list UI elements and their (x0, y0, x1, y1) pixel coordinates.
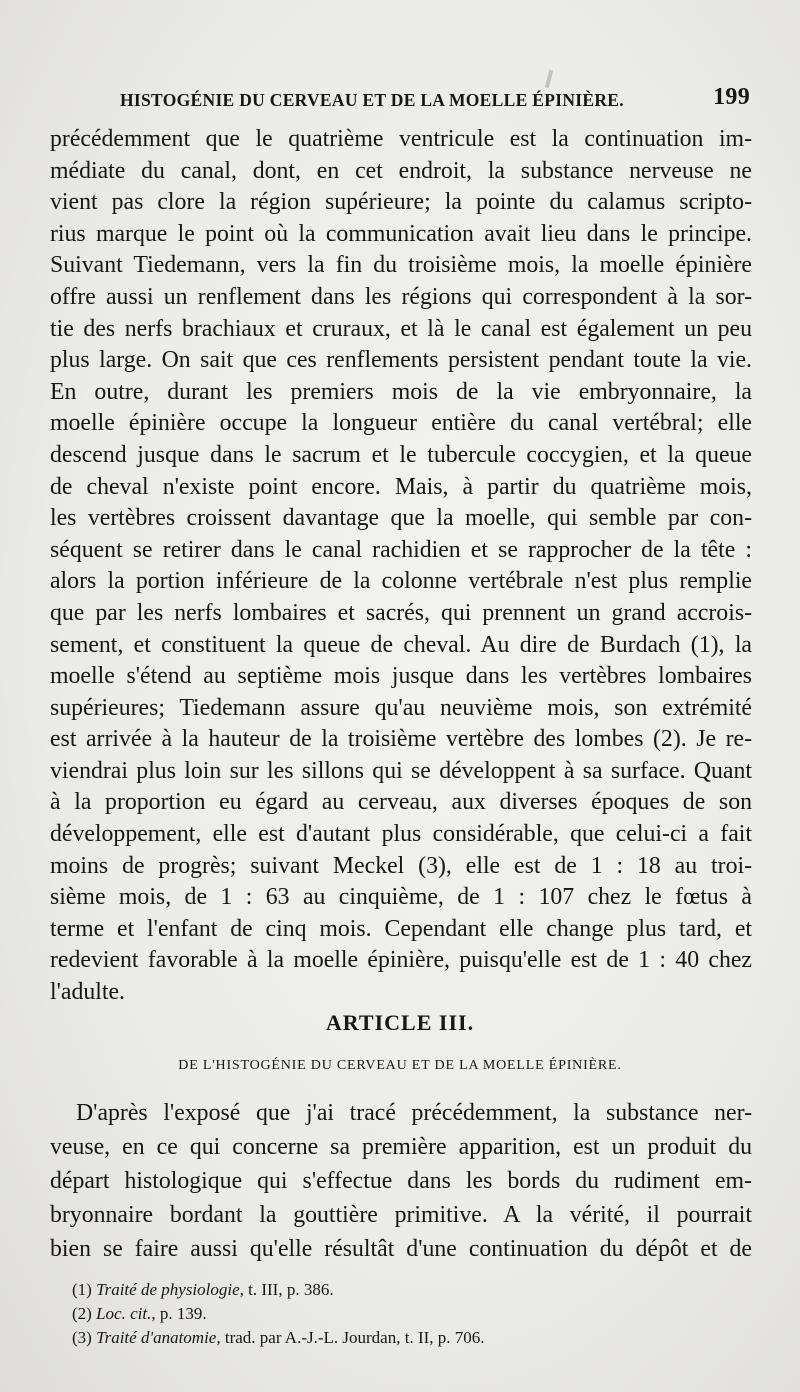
footnote-title: Loc. cit. (96, 1304, 152, 1323)
text-line: précédemment que le quatrième ventricule est la continuation im- (50, 126, 752, 152)
footnote-title: Traité de physiologie (96, 1280, 240, 1299)
text-line: plus large. On sait que ces renflements persistent pendant toute la vie. (50, 347, 752, 374)
text-line: terme et l'enfant de cinq mois. Cependant elle change plus tard, et (50, 915, 752, 942)
text-line: les vertèbres croissent davantage que la moelle, qui semble par con- (50, 505, 752, 532)
paragraph-main (50, 124, 752, 1009)
text-line: supérieures; Tiedemann assure qu'au neuvième mois, son extrémité (50, 694, 752, 721)
text-line: tie des nerfs brachiaux et cruraux, et là le canal est également un peu (50, 315, 752, 342)
text-line: à la proportion eu égard au cerveau, aux diverses époques de son (50, 789, 752, 816)
text-line: moelle épinière occupe la longueur entière du canal vertébral; elle (50, 410, 752, 437)
text-line: D'après l'exposé que j'ai tracé précédemment, la substance ner- (76, 1100, 752, 1126)
text-line: moelle s'étend au septième mois jusque dans les vertèbres lombaires (50, 663, 752, 690)
text-line: descend jusque dans le sacrum et le tubercule coccygien, et la queue (50, 441, 752, 468)
footnote-title: Traité d'anatomie (96, 1328, 217, 1347)
footnotes (72, 1278, 485, 1350)
text-line: veuse, en ce qui concerne sa première apparition, est un produit du (50, 1134, 752, 1160)
running-head (120, 84, 750, 114)
text-line: sième mois, de 1 : 63 au cinquième, de 1 : 107 chez le fœtus à (50, 884, 752, 911)
footnote-reference: , p. 139. (151, 1304, 207, 1323)
footnote (72, 1278, 485, 1302)
text-line: offre aussi un renflement dans les régions qui correspondent à la sor- (50, 283, 752, 310)
text-line: alors la portion inférieure de la colonne vertébrale n'est plus remplie (50, 568, 752, 595)
page-number: 199 (713, 84, 750, 110)
footnote-marker: (3) (72, 1328, 92, 1347)
footnote-reference: , t. III, p. 386. (239, 1280, 334, 1299)
article-heading: ARTICLE III. (325, 1010, 475, 1035)
text-line: redevient favorable à la moelle épinière, puisqu'elle est de 1 : 40 chez (50, 947, 752, 974)
text-line: Suivant Tiedemann, vers la fin du troisième mois, la moelle épinière (50, 252, 752, 279)
text-line: de cheval n'existe point encore. Mais, à partir du quatrième mois, (50, 473, 752, 500)
footnote-marker: (1) (72, 1280, 92, 1299)
footnote-marker: (2) (72, 1304, 92, 1323)
text-line: sement, et constituent la queue de cheval. Au dire de Burdach (1), la (50, 631, 752, 658)
text-line: bryonnaire bordant la gouttière primitive. A la vérité, il pourrait (50, 1202, 752, 1228)
text-line: En outre, durant les premiers mois de la vie embryonnaire, la (50, 378, 752, 405)
text-line: que par les nerfs lombaires et sacrés, qui prennent un grand accrois- (50, 599, 752, 626)
text-line: est arrivée à la hauteur de la troisième vertèbre des lombes (2). Je re- (50, 726, 752, 753)
footnote (72, 1302, 485, 1326)
running-head-title: HISTOGÉNIE DU CERVEAU ET DE LA MOELLE ÉPINIÈRE. (120, 90, 624, 110)
text-line: rius marque le point où la communication avait lieu dans le principe. (50, 220, 752, 247)
text-line: médiate du canal, dont, en cet endroit, la substance nerveuse ne (50, 157, 752, 184)
text-line: vient pas clore la région supérieure; la pointe du calamus scripto- (50, 189, 752, 216)
text-line: l'adulte. (50, 979, 125, 1006)
text-line: développement, elle est d'autant plus considérable, que celui-ci a fait (50, 821, 752, 848)
text-line: départ histologique qui s'effectue dans les bords du rudiment em- (50, 1168, 752, 1194)
article-subheading: DE L'HISTOGÉNIE DU CERVEAU ET DE LA MOELLE ÉPINIÈRE. (178, 1058, 622, 1073)
text-line: viendrai plus loin sur les sillons qui se développent à sa surface. Quant (50, 757, 752, 784)
footnote-reference: , trad. par A.-J.-L. Jourdan, t. II, p. 706. (216, 1328, 485, 1347)
text-line: séquent se retirer dans le canal rachidien et se rapprocher de la tête : (50, 536, 752, 563)
footnote (72, 1326, 485, 1350)
text-line: moins de progrès; suivant Meckel (3), elle est de 1 : 18 au troi- (50, 852, 752, 879)
paragraph-article (50, 1096, 752, 1266)
text-line: bien se faire aussi qu'elle résultât d'une continuation du dépôt et de (50, 1236, 752, 1262)
